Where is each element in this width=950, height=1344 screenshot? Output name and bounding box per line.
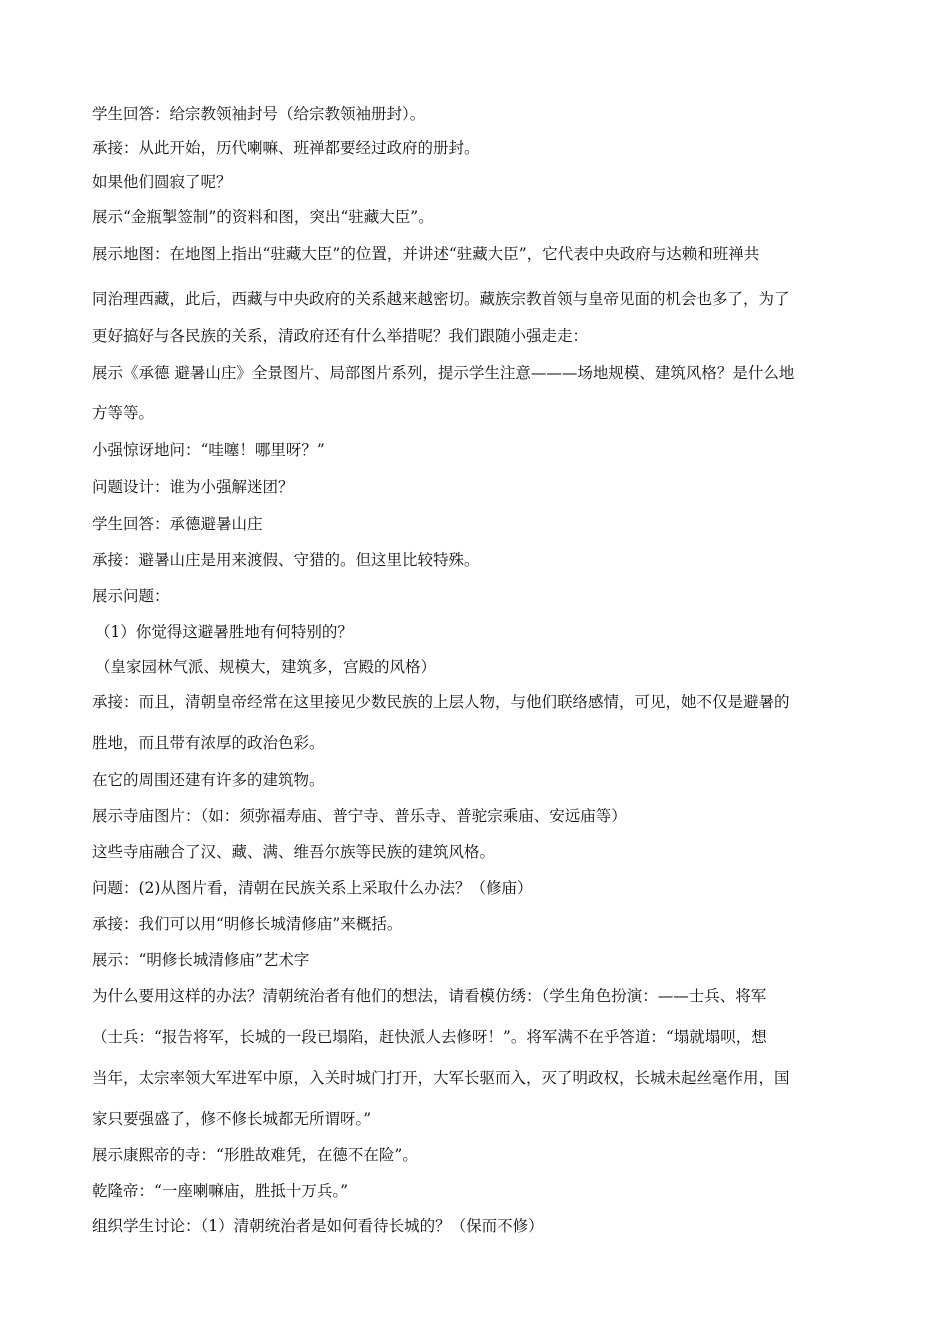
paragraph-line: 承接：从此开始，历代喇嘛、班禅都要经过政府的册封。 (92, 139, 480, 157)
paragraph-line: 展示康熙帝的寺：“形胜故难凭，在德不在险”。 (92, 1146, 418, 1164)
paragraph-line: 问题：(2)从图片看，清朝在民族关系上采取什么办法？（修庙） (92, 879, 533, 897)
paragraph-line: 在它的周围还建有许多的建筑物。 (92, 771, 325, 789)
paragraph-line: 展示《承德 避暑山庄》全景图片、局部图片系列，提示学生注意———场地规模、建筑风格？是什么地 (92, 364, 795, 382)
paragraph-line: 承接：避暑山庄是用来渡假、守猎的。但这里比较特殊。 (92, 551, 480, 569)
paragraph-line: 乾隆帝：“一座喇嘛庙，胜抵十万兵。” (92, 1182, 349, 1200)
paragraph-line: 方等等。 (92, 404, 155, 422)
paragraph-line: （皇家园林气派、规模大，建筑多，宫殿的风格） (95, 658, 437, 676)
paragraph-line: 展示：“明修长城清修庙”艺术字 (92, 951, 310, 969)
paragraph-line: 学生回答：给宗教领袖封号（给宗教领袖册封）。 (92, 105, 426, 123)
paragraph-line: 如果他们圆寂了呢？ (92, 173, 232, 191)
paragraph-line: 问题设计：谁为小强解迷团？ (92, 478, 294, 496)
paragraph-line: 当年，太宗率领大军进军中原，入关时城门打开，大军长驱而入，灭了明政权，长城未起丝毫作用，国 (92, 1069, 790, 1087)
paragraph-line: 展示“金瓶掣签制”的资料和图，突出“驻藏大臣”。 (92, 208, 434, 226)
paragraph-line: 这些寺庙融合了汉、藏、满、维吾尔族等民族的建筑风格。 (92, 843, 496, 861)
paragraph-line: 学生回答：承德避暑山庄 (92, 515, 263, 533)
paragraph-line: 承接：而且，清朝皇帝经常在这里接见少数民族的上层人物，与他们联络感情，可见，她不仅是避暑的 (92, 693, 790, 711)
paragraph-line: 为什么要用这样的办法？清朝统治者有他们的想法，请看模仿绣：（学生角色扮演：——士兵、将军 (92, 987, 767, 1005)
paragraph-line: （士兵：“报告将军，长城的一段已塌陷，赶快派人去修呀！”。将军满不在乎答道：“塌就塌呗，想 (92, 1028, 767, 1046)
paragraph-line: 胜地，而且带有浓厚的政治色彩。 (92, 734, 325, 752)
paragraph-line: 更好搞好与各民族的关系，清政府还有什么举措呢？我们跟随小强走走： (92, 327, 589, 345)
paragraph-line: 承接：我们可以用“明修长城清修庙”来概括。 (92, 915, 403, 933)
paragraph-line: 家只要强盛了，修不修长城都无所谓呀。” (92, 1110, 372, 1128)
paragraph-line: 展示问题： (92, 587, 170, 605)
paragraph-line: 展示寺庙图片：（如：须弥福寿庙、普宁寺、普乐寺、普驼宗乘庙、安远庙等） (92, 807, 627, 825)
paragraph-line: （1）你觉得这避暑胜地有何特别的？ (95, 623, 353, 641)
paragraph-line: 组织学生讨论：（1）清朝统治者是如何看待长城的？（保而不修） (92, 1217, 544, 1235)
paragraph-line: 小强惊讶地问：“哇噻！哪里呀？” (92, 441, 325, 459)
paragraph-line: 展示地图：在地图上指出“驻藏大臣”的位置，并讲述“驻藏大臣”，它代表中央政府与达赖和班禅共 (92, 245, 760, 263)
paragraph-line: 同治理西藏，此后，西藏与中央政府的关系越来越密切。藏族宗教首领与皇帝见面的机会也多了，为了 (92, 290, 790, 308)
